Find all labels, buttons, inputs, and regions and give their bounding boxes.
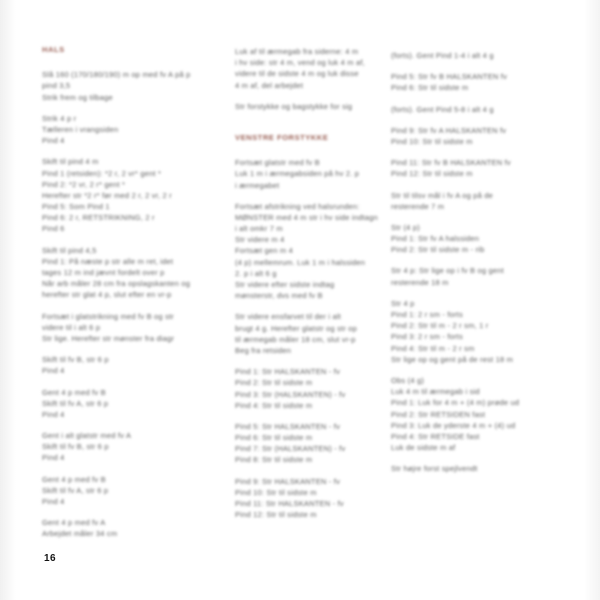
text-line: Tælleren i vrangsiden (42, 124, 119, 134)
text-column-1 (42, 44, 212, 550)
text-line: Skift til fv B, str 6 p (42, 355, 109, 365)
section-heading: VENSTRE FORSTYKKE (235, 132, 329, 142)
paragraph (235, 421, 390, 466)
text-line: Skift til fv A, str 6 p (42, 398, 109, 408)
text-line: Fortsæt afstrikning ved halsrunden: (235, 201, 360, 211)
text-column-2 (235, 46, 390, 530)
text-line: Pind 3: 2 r sm - forts (391, 332, 463, 342)
text-line: Pind 6: Str til sidste m (235, 433, 313, 443)
paragraph (42, 69, 212, 103)
text-line: Skift til pind 4,5 (42, 245, 97, 255)
text-line: Pind 2: Str til m - 2 r sm, 1 r (391, 321, 489, 331)
text-line: Pind 12: Str til sidste m (391, 169, 473, 179)
paragraph (42, 354, 212, 376)
text-line: MØNSTER med 4 m str i hv side indtagn (235, 212, 378, 222)
text-line: brugt 4 g. Herefter glatstr og str op (235, 323, 358, 333)
text-line: Slå 160 (170/180/190) m op med fv A på p (42, 70, 191, 80)
text-line: Str 4 p (391, 298, 415, 308)
text-line: Pind 10: Str til sidste m (391, 136, 473, 146)
text-line: Skift til pind 4 m (42, 157, 99, 167)
text-line: Herefter str *2 r* før med 2 r, 2 vr, 2 r (42, 190, 172, 200)
text-line: Fortsæt gen m 4 (235, 246, 294, 256)
text-line: Str til tilsv mål i fv A og på de (391, 190, 494, 200)
paragraph (391, 157, 541, 179)
text-line: pind 3,5 (42, 81, 71, 91)
paragraph (235, 101, 390, 112)
text-line: Pind 6: Str til sidste m (391, 83, 469, 93)
text-line: Pind 5: Som Pind 1 (42, 202, 110, 212)
page-number: 16 (44, 553, 56, 564)
text-line: Gent i alt glatstr med fv A (42, 431, 132, 441)
text-line: Pind 5: Str HALSKANTEN - fv (235, 421, 341, 431)
paragraph (42, 311, 212, 345)
text-line: Pind 6 (42, 224, 65, 234)
paragraph (391, 222, 541, 256)
text-line: Pind 3: Luk de yderste 4 m + (4) ud (391, 420, 516, 430)
text-line: Pind 1: 2 r sm - forts (391, 310, 463, 319)
paragraph (235, 46, 390, 91)
paragraph (391, 375, 541, 453)
text-line: Gent 4 p med fv A (42, 518, 106, 528)
text-line: Pind 4 (42, 453, 65, 463)
text-line: resterende 7 m (391, 201, 445, 211)
text-line: Pind 1: Str fv A halssiden (391, 234, 480, 244)
text-line: Pind 4 (42, 366, 65, 376)
text-line: Pind 1: Str HALSKANTEN - fv (235, 367, 341, 377)
text-line: Pind 10: Str til sidste m (235, 487, 317, 497)
text-line: Fortsæt i glatstrikning med fv B og str (42, 311, 175, 321)
text-line: Pind 2: Str til sidste m - rib (391, 245, 485, 255)
text-line: Pind 4 (42, 497, 65, 507)
text-line: Pind 6: 2 r, RETSTRIKNING, 2 r (42, 213, 155, 223)
text-line: Obs (4 g) (391, 375, 425, 385)
text-line: Pind 2: *2 vr, 2 r* gent * (42, 179, 126, 189)
paragraph (391, 298, 541, 365)
text-line: Pind 1: På næste p str alle m ret, idet (42, 256, 174, 266)
text-line: Str (4 p) (391, 222, 420, 232)
paragraph (235, 366, 390, 411)
text-line: Pind 5: Str fv B HALSKANTEN fv (391, 72, 508, 82)
text-line: Pind 8: Str til sidste m (235, 455, 313, 465)
page-edge-left-shading (0, 0, 16, 600)
text-line: i ærmegabet (235, 180, 280, 190)
text-line: Pind 2: Str RETSIDEN fast (391, 409, 486, 419)
text-column-3 (391, 50, 541, 484)
text-line: Arbejdet måler 34 cm (42, 529, 118, 539)
paragraph (42, 430, 212, 464)
paragraph (235, 311, 390, 356)
text-line: Pind 4: Str RETSIDE fast (391, 431, 480, 441)
text-line: Pind 12: Str til sidste m (235, 510, 317, 520)
text-line: Pind 4: Str til m - 2 r sm (391, 343, 475, 353)
text-line: Pind 4 (42, 136, 65, 146)
text-line: i hv side: str 4 m, vend og luk 4 m af, (235, 58, 365, 68)
text-line: Pind 3: Str (HALSKANTEN) - fv (235, 389, 346, 399)
paragraph (391, 71, 541, 93)
text-line: Str lige. Herefter str mønster fra diagr (42, 333, 175, 343)
paragraph (391, 463, 541, 474)
text-line: Luk af til ærmegab fra siderne: 4 m (235, 47, 359, 56)
text-line: (4 p) mellemrum. Luk 1 m i halssiden (235, 257, 366, 267)
paragraph (391, 125, 541, 147)
text-line: Str videre efter sidste indtag (235, 280, 335, 290)
section-heading: HALS (42, 45, 65, 54)
text-line: Skift til fv B, str 6 p (42, 442, 109, 452)
text-line: Str videre ensfarvet til der i alt (235, 312, 342, 322)
text-line: 2. p i alt 6 g (235, 268, 277, 278)
text-line: 4 m af, del arbejdet (235, 80, 304, 90)
paragraph (42, 517, 212, 539)
paragraph (42, 113, 212, 147)
text-line: Gent 4 p med fv B (42, 474, 106, 484)
text-line: videre til i alt 6 p (42, 322, 101, 332)
paragraph (391, 104, 541, 115)
text-line: resterende 18 m (391, 277, 449, 287)
text-line: Pind 9: Str fv A HALSKANTEN fv (391, 125, 507, 135)
text-line: Fortsæt glatstr med fv B (235, 158, 320, 168)
page-edge-right-shading (584, 0, 600, 600)
paragraph (42, 474, 212, 508)
text-line: tages 12 m ind jævnt fordelt over p (42, 268, 165, 278)
text-line: Pind 4: Str til sidste m (235, 400, 313, 410)
text-line: Str højre forst spejlvendt (391, 464, 478, 474)
text-line: Strik 4 p r (42, 113, 77, 123)
text-line: i alt omkr 7 m (235, 224, 283, 234)
text-line: Pind 1: Luk for 4 m + (4 m) prøde ud (391, 398, 520, 408)
text-line: Pind 11: Str HALSKANTEN - fv (235, 499, 344, 509)
text-line: videre til de sidste 4 m og luk disse (235, 69, 359, 79)
text-line: Pind 1 (retsiden): *2 r, 2 vr* gent * (42, 168, 162, 178)
text-line: Str forstykke og bagstykke for sig (235, 101, 353, 111)
text-line: Når arb måler 28 cm fra opslagskanten og (42, 279, 191, 289)
text-line: Pind 4 (42, 409, 65, 419)
text-line: Str 4 p: Str lige op i fv B og gent (391, 266, 504, 276)
text-line: Gent 4 p med fv B (42, 387, 106, 397)
text-line: Beg fra retsiden (235, 345, 292, 355)
text-line: mønsterstr, dvs med fv B (235, 291, 323, 301)
text-line: Pind 7: Str (HALSKANTEN) - fv (235, 444, 346, 454)
text-line: (forts). Gent Pind 5-8 i alt 4 g (391, 104, 494, 114)
text-line: Luk 1 m i ærmegabsiden på hv 2. p (235, 169, 360, 179)
text-line: Strik frem og tilbage (42, 92, 113, 102)
text-line: Str videre m 4 (235, 235, 285, 245)
text-line: Pind 11: Str fv B HALSKANTEN fv (391, 158, 511, 168)
text-line: Skift til fv A, str 6 p (42, 485, 109, 495)
text-line: Str lige op og gent på de rest 18 m (391, 354, 514, 364)
paragraph (42, 387, 212, 421)
paragraph (235, 476, 390, 521)
paragraph (391, 190, 541, 212)
paragraph (391, 50, 541, 61)
text-line: (forts). Gent Pind 1-4 i alt 4 g (391, 51, 494, 60)
paragraph (391, 265, 541, 287)
text-line: Luk 4 m til ærmegab i sid (391, 387, 480, 397)
paragraph (42, 245, 212, 301)
paragraph (235, 157, 390, 191)
paragraph (235, 201, 390, 302)
text-line: Pind 9: Str HALSKANTEN - fv (235, 476, 341, 486)
text-line: Luk de sidste m af (391, 443, 456, 453)
text-line: Pind 2: Str til sidste m (235, 378, 313, 388)
text-line: til ærmegab måler 18 cm, slut vr-p (235, 334, 356, 344)
text-line: herefter str glat 4 p, slut efter en vr-p (42, 290, 172, 300)
paragraph (42, 156, 212, 234)
